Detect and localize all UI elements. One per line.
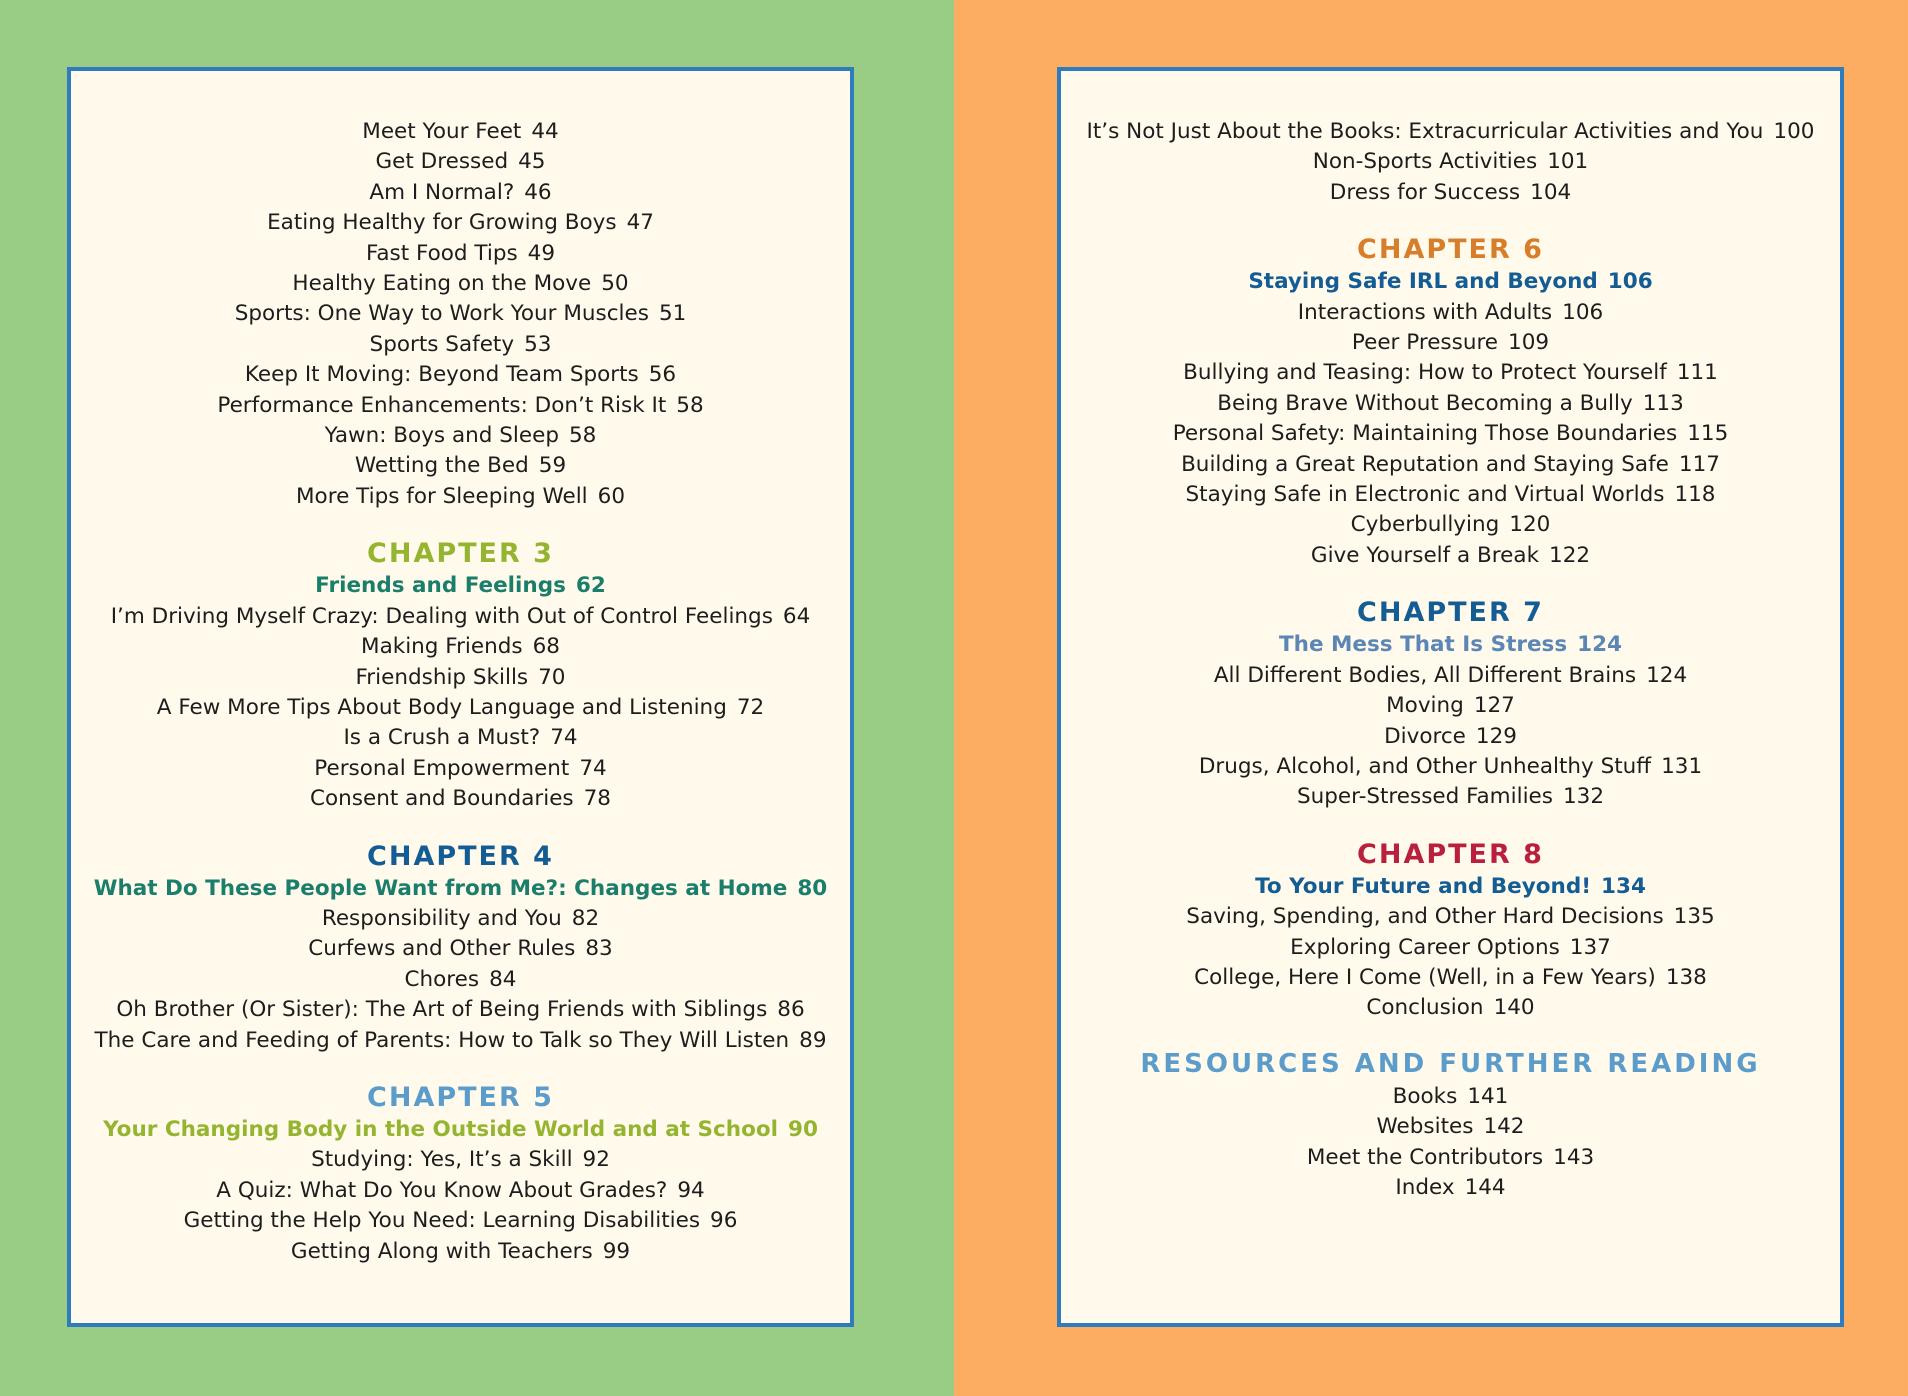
entry-title: Sports Safety — [369, 331, 515, 357]
chapter-7-section — [1061, 596, 1840, 812]
entry-page: 142 — [1483, 1114, 1525, 1140]
chapter-subtitle — [71, 571, 850, 601]
entry-page: 111 — [1676, 360, 1718, 386]
entry-page: 72 — [736, 694, 765, 720]
entry-title: A Quiz: What Do You Know About Grades? — [216, 1177, 668, 1203]
entry-page: 58 — [568, 423, 597, 449]
entry-title: Meet the Contributors — [1306, 1144, 1544, 1170]
toc-entry — [71, 482, 850, 512]
toc-entry — [1061, 541, 1840, 571]
toc-entry — [1061, 902, 1840, 932]
entry-page: 64 — [782, 603, 811, 629]
subtitle-title: Friends and Feelings — [315, 573, 566, 599]
entry-page: 144 — [1464, 1174, 1506, 1200]
entry-page: 137 — [1569, 934, 1611, 960]
entry-title: Yawn: Boys and Sleep — [324, 423, 559, 449]
entry-page: 96 — [710, 1208, 738, 1234]
entry-title: Exploring Career Options — [1290, 934, 1560, 960]
entry-title: More Tips for Sleeping Well — [296, 483, 588, 509]
toc-entry — [1061, 782, 1840, 812]
toc-entry — [71, 693, 850, 723]
entry-page: 50 — [601, 271, 629, 297]
subtitle-page: 124 — [1577, 632, 1623, 658]
subtitle-page: 62 — [575, 573, 606, 599]
subtitle-title: What Do These People Want from Me?: Changes at Home — [93, 875, 788, 901]
entry-title: Saving, Spending, and Other Hard Decisions — [1186, 904, 1664, 930]
toc-entry — [71, 1237, 850, 1267]
entry-page: 106 — [1562, 299, 1604, 325]
entry-page: 68 — [532, 634, 560, 660]
resources-section — [1061, 1046, 1840, 1204]
entry-page: 138 — [1665, 964, 1707, 990]
entry-title: Personal Safety: Maintaining Those Boundaries — [1172, 421, 1678, 447]
toc-entry — [71, 147, 850, 177]
entry-title: All Different Bodies, All Different Brains — [1213, 662, 1637, 688]
entry-page: 83 — [585, 936, 613, 962]
entry-page: 45 — [518, 149, 546, 175]
entry-title: A Few More Tips About Body Language and Listening — [156, 694, 727, 720]
entry-title: Healthy Eating on the Move — [292, 271, 592, 297]
chapter-heading: CHAPTER 8 — [1357, 838, 1544, 870]
toc-entry — [1061, 661, 1840, 691]
toc-entry — [71, 451, 850, 481]
entry-page: 44 — [531, 119, 559, 144]
toc-entry — [71, 269, 850, 299]
chapter-subtitle — [1061, 872, 1840, 902]
chapter-heading: CHAPTER 4 — [367, 840, 554, 872]
toc-entry — [1061, 993, 1840, 1023]
entry-title: Fast Food Tips — [365, 240, 518, 266]
entry-page: 113 — [1642, 390, 1684, 416]
chapter-5-section — [71, 1081, 850, 1267]
entry-title: Responsibility and You — [321, 905, 562, 931]
toc-entry — [71, 330, 850, 360]
entry-page: 51 — [658, 301, 687, 327]
toc-entry — [1061, 722, 1840, 752]
toc-entry — [71, 117, 850, 147]
entry-page: 58 — [676, 392, 704, 418]
toc-page-left — [67, 67, 854, 1327]
toc-entry — [1061, 419, 1840, 449]
entry-page: 47 — [626, 210, 654, 236]
entry-title: Curfews and Other Rules — [308, 936, 576, 962]
entry-title: Peer Pressure — [1351, 330, 1499, 356]
toc-entry — [71, 784, 850, 814]
toc-entry — [1061, 933, 1840, 963]
chapter-heading: CHAPTER 3 — [367, 538, 554, 570]
entry-page: 132 — [1562, 784, 1605, 810]
chapter-subtitle — [71, 1115, 850, 1145]
subtitle-title: Staying Safe IRL and Beyond — [1248, 269, 1598, 295]
entry-page: 104 — [1530, 179, 1572, 205]
entry-title: Divorce — [1384, 723, 1466, 749]
chapter-heading: CHAPTER 5 — [367, 1081, 554, 1113]
entry-page: 74 — [550, 725, 578, 751]
entry-page: 99 — [602, 1238, 631, 1264]
entry-title: Being Brave Without Becoming a Bully — [1217, 390, 1633, 416]
entry-title: College, Here I Come (Well, in a Few Years) — [1194, 964, 1656, 990]
entry-page: 143 — [1553, 1144, 1595, 1170]
toc-entry — [1061, 691, 1840, 721]
entry-title: Making Friends — [361, 634, 523, 660]
entry-title: Meet Your Feet — [362, 119, 522, 144]
subtitle-title: Your Changing Body in the Outside World and at School — [103, 1116, 778, 1142]
toc-entry — [71, 602, 850, 632]
entry-title: Eating Healthy for Growing Boys — [267, 210, 617, 236]
toc-entry — [1061, 480, 1840, 510]
toc-entry — [1061, 117, 1840, 147]
toc-entry — [1061, 510, 1840, 540]
toc-entry — [1061, 328, 1840, 358]
entry-title: Cyberbullying — [1350, 512, 1500, 538]
entry-page: 120 — [1509, 512, 1551, 538]
chapter-subtitle — [1061, 630, 1840, 660]
subtitle-page: 106 — [1607, 269, 1653, 295]
toc-entry — [1061, 1112, 1840, 1142]
entry-page: 89 — [799, 1027, 827, 1053]
entry-page: 141 — [1467, 1083, 1509, 1109]
entry-title: Studying: Yes, It’s a Skill — [311, 1147, 573, 1173]
chapter-3-section — [71, 537, 850, 814]
entry-title: Getting the Help You Need: Learning Disabilities — [183, 1208, 701, 1234]
chapter-subtitle — [71, 874, 850, 904]
toc-entry — [71, 239, 850, 269]
entry-title: Am I Normal? — [369, 179, 515, 205]
toc-entry — [1061, 358, 1840, 388]
entry-page: 115 — [1687, 421, 1729, 447]
toc-entry — [71, 663, 850, 693]
subtitle-title: The Mess That Is Stress — [1278, 632, 1568, 658]
left-intro-list — [71, 117, 850, 512]
toc-entry — [71, 1026, 850, 1056]
entry-title: Performance Enhancements: Don’t Risk It — [217, 392, 667, 418]
resources-heading: RESOURCES AND FURTHER READING — [1140, 1048, 1761, 1079]
entry-page: 56 — [648, 362, 677, 388]
entry-page: 124 — [1646, 662, 1688, 688]
toc-entry — [71, 360, 850, 390]
chapter-6-section — [1061, 233, 1840, 571]
entry-page: 109 — [1508, 330, 1550, 356]
entry-page: 70 — [538, 664, 566, 690]
entry-page: 59 — [538, 453, 567, 479]
entry-page: 49 — [527, 240, 556, 266]
toc-entry — [71, 995, 850, 1025]
entry-title: Is a Crush a Must? — [343, 725, 541, 751]
toc-entry — [1061, 298, 1840, 328]
toc-entry — [71, 632, 850, 662]
entry-title: Building a Great Reputation and Staying Safe — [1181, 451, 1669, 477]
chapter-8-section — [1061, 838, 1840, 1024]
entry-title: Personal Empowerment — [314, 755, 570, 781]
entry-page: 140 — [1493, 995, 1535, 1021]
entry-title: It’s Not Just About the Books: Extracurricular Activities and You — [1086, 119, 1764, 144]
chapter-heading: CHAPTER 6 — [1357, 234, 1544, 266]
chapter-4-section — [71, 840, 850, 1056]
entry-page: 74 — [579, 755, 607, 781]
toc-entry — [71, 391, 850, 421]
entry-page: 118 — [1674, 482, 1716, 508]
entry-page: 86 — [777, 997, 805, 1023]
entry-title: Index — [1395, 1174, 1455, 1200]
toc-entry — [71, 299, 850, 329]
toc-entry — [71, 178, 850, 208]
entry-page: 60 — [597, 483, 625, 509]
entry-title: Sports: One Way to Work Your Muscles — [234, 301, 649, 327]
entry-title: Give Yourself a Break — [1310, 542, 1540, 568]
entry-title: Get Dressed — [375, 149, 509, 175]
entry-title: Non-Sports Activities — [1312, 149, 1538, 175]
entry-page: 53 — [524, 331, 552, 357]
subtitle-title: To Your Future and Beyond! — [1255, 873, 1592, 899]
entry-title: Bullying and Teasing: How to Protect Yourself — [1183, 360, 1667, 386]
toc-entry — [1061, 147, 1840, 177]
toc-entry — [71, 934, 850, 964]
toc-entry — [71, 1206, 850, 1236]
toc-entry — [71, 1176, 850, 1206]
chapter-heading: CHAPTER 7 — [1357, 597, 1544, 629]
toc-entry — [1061, 963, 1840, 993]
toc-entry — [1061, 450, 1840, 480]
toc-entry — [71, 723, 850, 753]
entry-title: Moving — [1386, 693, 1464, 719]
toc-entry — [71, 1145, 850, 1175]
right-intro-list — [1061, 117, 1840, 208]
entry-page: 78 — [583, 786, 611, 812]
entry-title: Interactions with Adults — [1297, 299, 1553, 325]
entry-page: 101 — [1547, 149, 1589, 175]
entry-page: 100 — [1773, 119, 1815, 144]
entry-title: Chores — [404, 966, 480, 992]
toc-entry — [1061, 389, 1840, 419]
toc-page-right — [1057, 67, 1844, 1327]
chapter-subtitle — [1061, 267, 1840, 297]
subtitle-page: 134 — [1601, 873, 1646, 899]
subtitle-page: 80 — [797, 875, 828, 901]
entry-title: Books — [1392, 1083, 1458, 1109]
toc-entry — [1061, 1143, 1840, 1173]
entry-page: 131 — [1661, 753, 1703, 779]
toc-entry — [71, 421, 850, 451]
entry-page: 82 — [571, 905, 600, 931]
toc-entry — [71, 904, 850, 934]
entry-title: Conclusion — [1366, 995, 1484, 1021]
entry-page: 135 — [1673, 904, 1715, 930]
toc-entry — [1061, 1082, 1840, 1112]
entry-page: 92 — [582, 1147, 610, 1173]
entry-title: Super-Stressed Families — [1296, 784, 1553, 810]
entry-title: Friendship Skills — [355, 664, 529, 690]
entry-page: 84 — [489, 966, 517, 992]
entry-page: 94 — [677, 1177, 705, 1203]
entry-page: 122 — [1549, 542, 1591, 568]
toc-entry — [1061, 752, 1840, 782]
entry-title: Getting Along with Teachers — [290, 1238, 593, 1264]
entry-page: 129 — [1475, 723, 1517, 749]
entry-page: 117 — [1678, 451, 1720, 477]
toc-entry — [71, 965, 850, 995]
toc-entry — [71, 208, 850, 238]
entry-title: Websites — [1376, 1114, 1474, 1140]
entry-title: Consent and Boundaries — [310, 786, 574, 812]
toc-entry — [71, 754, 850, 784]
toc-entry — [1061, 1173, 1840, 1203]
subtitle-page: 90 — [788, 1116, 818, 1142]
entry-title: Oh Brother (Or Sister): The Art of Being Friends with Siblings — [116, 997, 768, 1023]
entry-page: 127 — [1473, 693, 1515, 719]
entry-page: 46 — [524, 179, 552, 205]
toc-entry — [1061, 178, 1840, 208]
entry-title: I’m Driving Myself Crazy: Dealing with Out of Control Feelings — [110, 603, 773, 629]
entry-title: Dress for Success — [1329, 179, 1521, 205]
entry-title: The Care and Feeding of Parents: How to Talk so They Will Listen — [94, 1027, 790, 1053]
entry-title: Drugs, Alcohol, and Other Unhealthy Stuff — [1198, 753, 1652, 779]
entry-title: Wetting the Bed — [354, 453, 529, 479]
entry-title: Keep It Moving: Beyond Team Sports — [244, 362, 639, 388]
entry-title: Staying Safe in Electronic and Virtual Worlds — [1185, 482, 1665, 508]
